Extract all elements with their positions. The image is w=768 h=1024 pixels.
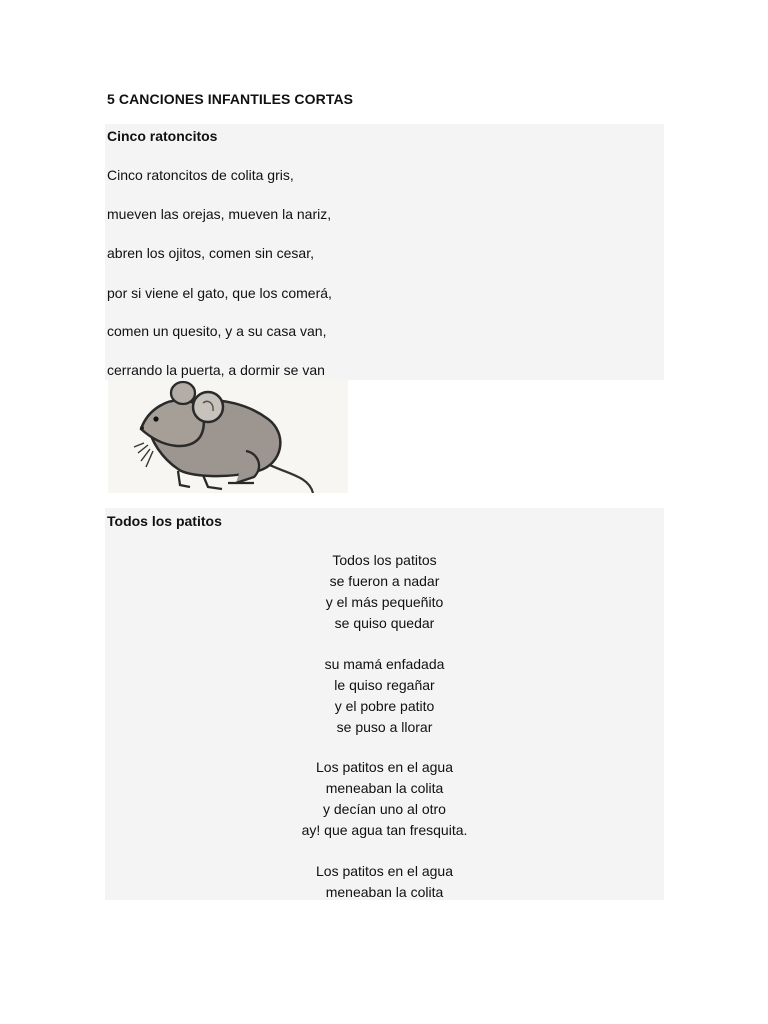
- mouse-illustration: [108, 379, 348, 493]
- verse-line: mueven las orejas, mueven la nariz,: [107, 206, 332, 222]
- stanza: [105, 654, 664, 738]
- verse-line: ay! que agua tan fresquita.: [301, 822, 468, 838]
- stanza: [105, 861, 664, 903]
- verse-line: se quiso quedar: [334, 615, 435, 631]
- mouse-icon: [108, 379, 348, 493]
- verse-line: comen un quesito, y a su casa van,: [107, 323, 327, 339]
- verse-line: cerrando la puerta, a dormir se van: [107, 362, 325, 378]
- song-title: Cinco ratoncitos: [107, 128, 218, 144]
- stanza: [105, 757, 664, 841]
- verse-line: y decían uno al otro: [323, 801, 446, 817]
- verse-line: se puso a llorar: [336, 718, 433, 735]
- verse-line: meneaban la colita: [325, 883, 444, 900]
- verse-line: Todos los patitos: [332, 552, 437, 568]
- song-lyrics: [105, 550, 664, 922]
- document-title: 5 CANCIONES INFANTILES CORTAS: [107, 91, 354, 107]
- verse-line: su mamá enfadada: [324, 655, 445, 672]
- verse-line: abren los ojitos, comen sin cesar,: [107, 245, 314, 261]
- verse-line: le quiso regañar: [334, 676, 435, 693]
- song-todos-los-patitos: [105, 508, 664, 900]
- verse-line: Los patitos en el agua: [316, 862, 453, 879]
- verse-line: se fueron a nadar: [329, 573, 440, 589]
- verse-line: por si viene el gato, que los comerá,: [107, 285, 332, 301]
- stanza: [105, 550, 664, 634]
- song-title: Todos los patitos: [107, 513, 222, 529]
- verse-line: y el pobre patito: [334, 697, 435, 714]
- song-cinco-ratoncitos: [105, 124, 664, 380]
- verse-line: Los patitos en el agua: [316, 759, 453, 775]
- verse-line: meneaban la colita: [325, 780, 444, 796]
- verse-line: Cinco ratoncitos de colita gris,: [107, 167, 294, 183]
- verse-line: y el más pequeñito: [325, 594, 444, 610]
